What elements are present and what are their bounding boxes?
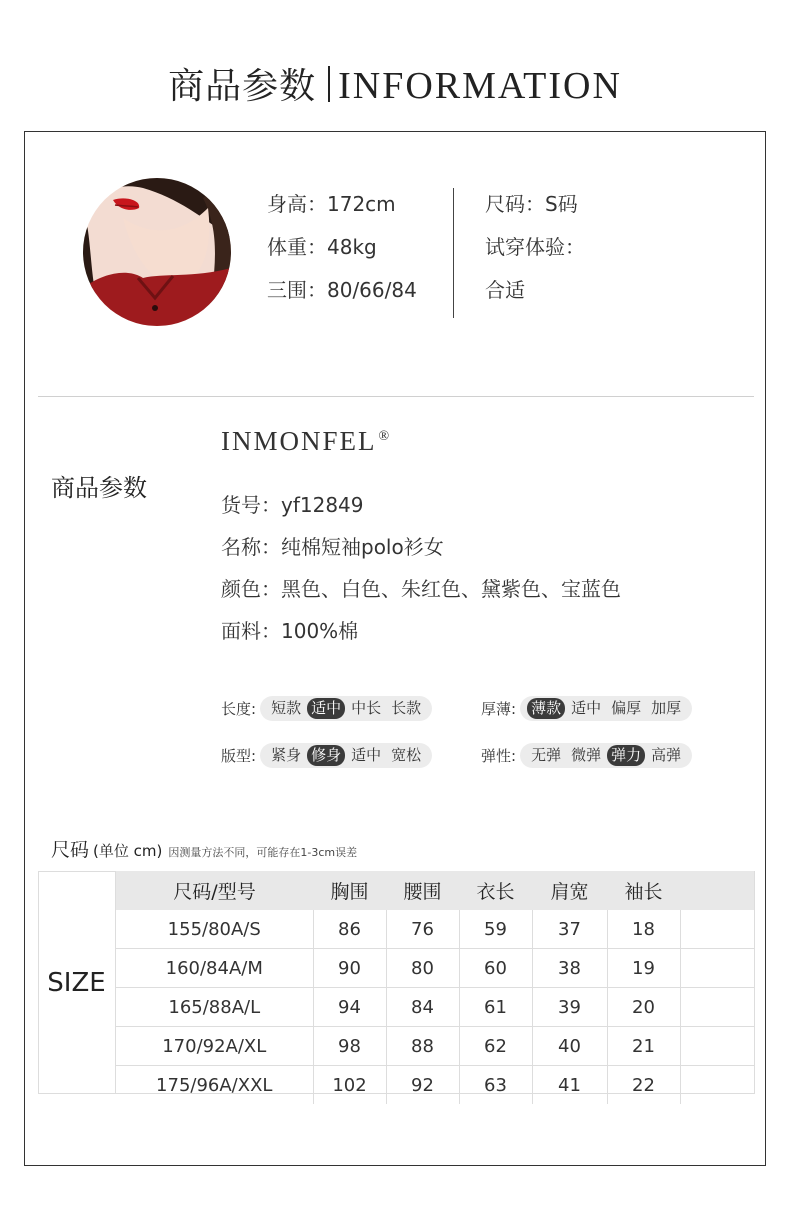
- size-unit: (单位 cm): [93, 842, 163, 860]
- brand-name: INMONFEL: [221, 426, 377, 456]
- attr-option-selected: 适中: [307, 698, 345, 719]
- table-row: [116, 910, 754, 949]
- attr-fit: [221, 743, 432, 768]
- table-cell: 41: [532, 1066, 607, 1105]
- model-measurements: 三围：80/66/84: [267, 278, 417, 302]
- col-header: 肩宽: [532, 871, 607, 910]
- model-weight: 体重：48kg: [267, 235, 377, 259]
- col-header: 胸围: [313, 871, 386, 910]
- table-cell: [680, 949, 754, 988]
- title-cn: 商品参数: [168, 66, 317, 107]
- table-cell: 37: [532, 910, 607, 949]
- attr-option: 宽松: [391, 746, 422, 764]
- table-cell: 175/96A/XXL: [116, 1066, 313, 1105]
- attr-thickness: [481, 696, 692, 721]
- attr-label: 厚薄:: [481, 700, 517, 718]
- try-on-result: 合适: [485, 278, 525, 302]
- table-cell: 63: [459, 1066, 532, 1105]
- table-cell: 22: [607, 1066, 680, 1105]
- attr-label: 弹性:: [481, 747, 517, 765]
- attr-length: [221, 696, 432, 721]
- model-divider: [453, 188, 454, 318]
- title-divider: [328, 66, 330, 102]
- attr-option: 长款: [391, 699, 422, 717]
- table-cell: 102: [313, 1066, 386, 1105]
- size-note: 因测量方法不同，可能存在1-3cm误差: [168, 846, 358, 859]
- product-colors: 颜色：黑色、白色、朱红色、黛紫色、宝蓝色: [221, 577, 621, 601]
- table-cell: [680, 910, 754, 949]
- table-cell: 20: [607, 988, 680, 1027]
- table-row: [116, 949, 754, 988]
- product-name: 名称：纯棉短袖polo衫女: [221, 535, 444, 559]
- size-heading: [51, 835, 357, 862]
- item-number: 货号：yf12849: [221, 493, 364, 517]
- attr-option: 适中: [571, 699, 602, 717]
- table-cell: 84: [386, 988, 459, 1027]
- model-stats: [267, 183, 417, 312]
- attr-label: 长度:: [221, 700, 257, 718]
- attr-option: 适中: [351, 746, 382, 764]
- table-cell: 76: [386, 910, 459, 949]
- table-cell: 155/80A/S: [116, 910, 313, 949]
- table-cell: 86: [313, 910, 386, 949]
- table-cell: 90: [313, 949, 386, 988]
- col-header: 衣长: [459, 871, 532, 910]
- attr-label: 版型:: [221, 747, 257, 765]
- registered-mark: ®: [378, 429, 392, 444]
- table-cell: [680, 1066, 754, 1105]
- table-cell: 92: [386, 1066, 459, 1105]
- table-cell: 61: [459, 988, 532, 1027]
- table-cell: [680, 988, 754, 1027]
- size-side-label: SIZE: [38, 871, 116, 1094]
- size-table: [116, 871, 754, 1104]
- attr-options: [260, 696, 432, 721]
- col-header: 袖长: [607, 871, 680, 910]
- table-cell: 18: [607, 910, 680, 949]
- table-cell: 39: [532, 988, 607, 1027]
- table-cell: 19: [607, 949, 680, 988]
- brand-logo: [221, 426, 391, 457]
- table-cell: [680, 1027, 754, 1066]
- attr-option: 短款: [271, 699, 302, 717]
- model-size: 尺码：S码: [485, 192, 578, 216]
- table-cell: 40: [532, 1027, 607, 1066]
- attr-option: 无弹: [531, 746, 562, 764]
- attr-option-selected: 薄款: [527, 698, 565, 719]
- try-on-label: 试穿体验：: [485, 235, 585, 259]
- table-cell: 59: [459, 910, 532, 949]
- attr-elasticity: [481, 743, 692, 768]
- model-photo: [83, 178, 231, 326]
- table-cell: 160/84A/M: [116, 949, 313, 988]
- table-cell: 165/88A/L: [116, 988, 313, 1027]
- attr-option-selected: 修身: [307, 745, 345, 766]
- attr-option: 紧身: [271, 746, 302, 764]
- table-cell: 94: [313, 988, 386, 1027]
- product-section-label: 商品参数: [51, 474, 147, 502]
- attr-option: 高弹: [651, 746, 682, 764]
- table-cell: 170/92A/XL: [116, 1027, 313, 1066]
- product-material: 面料：100%棉: [221, 619, 359, 643]
- table-cell: 60: [459, 949, 532, 988]
- page-title: [0, 58, 790, 109]
- table-row: [116, 988, 754, 1027]
- product-info: [221, 484, 621, 652]
- col-header: 尺码/型号: [116, 871, 313, 910]
- model-fit: [485, 183, 585, 312]
- col-header: 腰围: [386, 871, 459, 910]
- model-height: 身高：172cm: [267, 192, 396, 216]
- table-cell: 38: [532, 949, 607, 988]
- table-cell: 88: [386, 1027, 459, 1066]
- table-row: [116, 1066, 754, 1105]
- table-cell: 98: [313, 1027, 386, 1066]
- table-cell: 62: [459, 1027, 532, 1066]
- table-cell: 80: [386, 949, 459, 988]
- attr-options: [520, 743, 692, 768]
- col-header: [680, 871, 754, 910]
- section-divider: [38, 396, 754, 397]
- size-table-header: [116, 871, 754, 910]
- table-cell: 21: [607, 1027, 680, 1066]
- attr-option: 中长: [351, 699, 382, 717]
- attr-options: [520, 696, 692, 721]
- attr-option: 偏厚: [611, 699, 642, 717]
- size-title: 尺码: [51, 839, 90, 861]
- attr-option-selected: 弹力: [607, 745, 645, 766]
- table-row: [116, 1027, 754, 1066]
- attr-option: 微弹: [571, 746, 602, 764]
- title-en: INFORMATION: [338, 65, 622, 107]
- attr-option: 加厚: [651, 699, 682, 717]
- attr-options: [260, 743, 432, 768]
